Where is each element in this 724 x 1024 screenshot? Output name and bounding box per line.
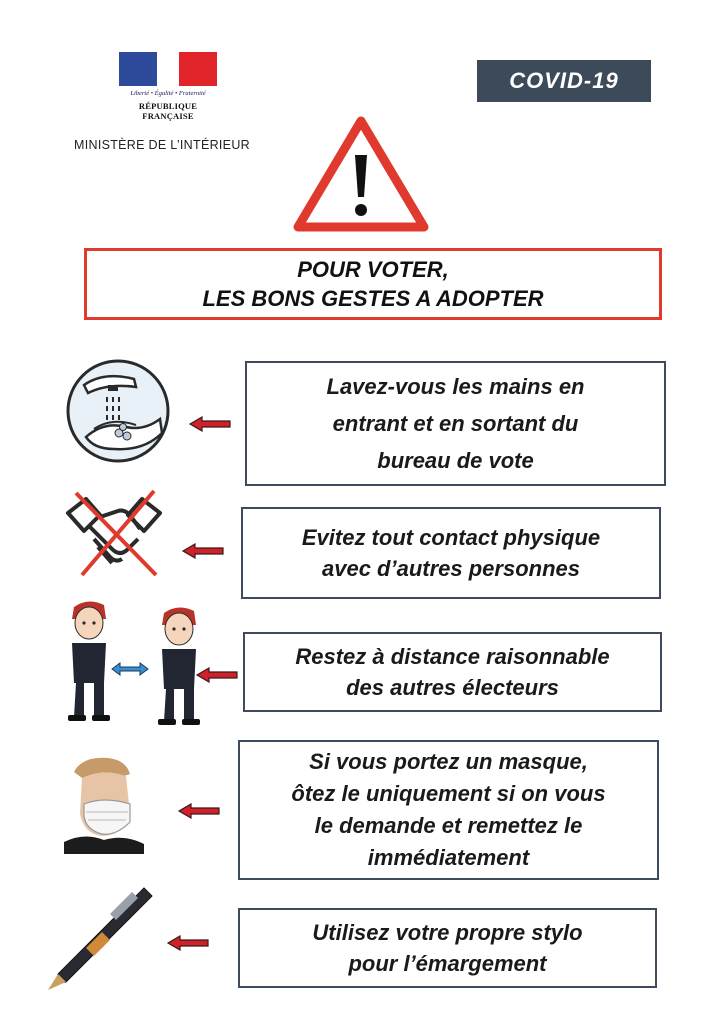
tip-line: bureau de vote (377, 448, 534, 473)
motto: Liberté • Égalité • Fraternité (130, 90, 206, 97)
arrow-left-icon (195, 667, 239, 683)
tip-line: des autres électeurs (346, 675, 559, 700)
warning-triangle-icon (292, 115, 430, 235)
arrow-left-icon (166, 935, 210, 951)
tip-line: Lavez-vous les mains en (326, 374, 585, 399)
tip-line: Evitez tout contact physique (301, 525, 601, 550)
tip-line: avec d’autres personnes (321, 556, 580, 581)
arrow-left-icon (188, 416, 232, 432)
arrow-left-icon (181, 543, 225, 559)
hand-washing-icon (64, 357, 176, 465)
tip-line: Restez à distance raisonnable (295, 644, 610, 669)
tip-line: pour l’émargement (348, 951, 547, 976)
tip-line: ôtez le uniquement si on vous (291, 781, 606, 806)
tip-line: le demande et remettez le (314, 813, 583, 838)
tip-line: immédiatement (367, 845, 530, 870)
covid-badge: COVID-19 (477, 60, 651, 102)
tip-line: Utilisez votre propre stylo (312, 920, 583, 945)
pen-icon (44, 882, 156, 994)
marianne-flag-icon (119, 52, 217, 86)
tip-box-wash-hands (245, 361, 666, 486)
tip-box-no-contact (241, 507, 661, 599)
republique-francaise-logo (115, 52, 221, 121)
tip-line: Si vous portez un masque, (309, 749, 588, 774)
tip-box-mask (238, 740, 659, 880)
distancing-icon (60, 597, 210, 729)
no-handshake-icon (64, 487, 164, 581)
title-line-2: LES BONS GESTES A ADOPTER (202, 286, 544, 311)
title-line-1: POUR VOTER, (297, 257, 449, 282)
tip-box-distance (243, 632, 662, 712)
mask-icon (64, 754, 148, 854)
ministry-name: MINISTÈRE DE L’INTÉRIEUR (74, 138, 250, 152)
republique-label: RÉPUBLIQUE FRANÇAISE (138, 101, 198, 121)
title-box (84, 248, 662, 320)
arrow-left-icon (177, 803, 221, 819)
tip-line: entrant et en sortant du (332, 411, 579, 436)
tip-box-pen (238, 908, 657, 988)
